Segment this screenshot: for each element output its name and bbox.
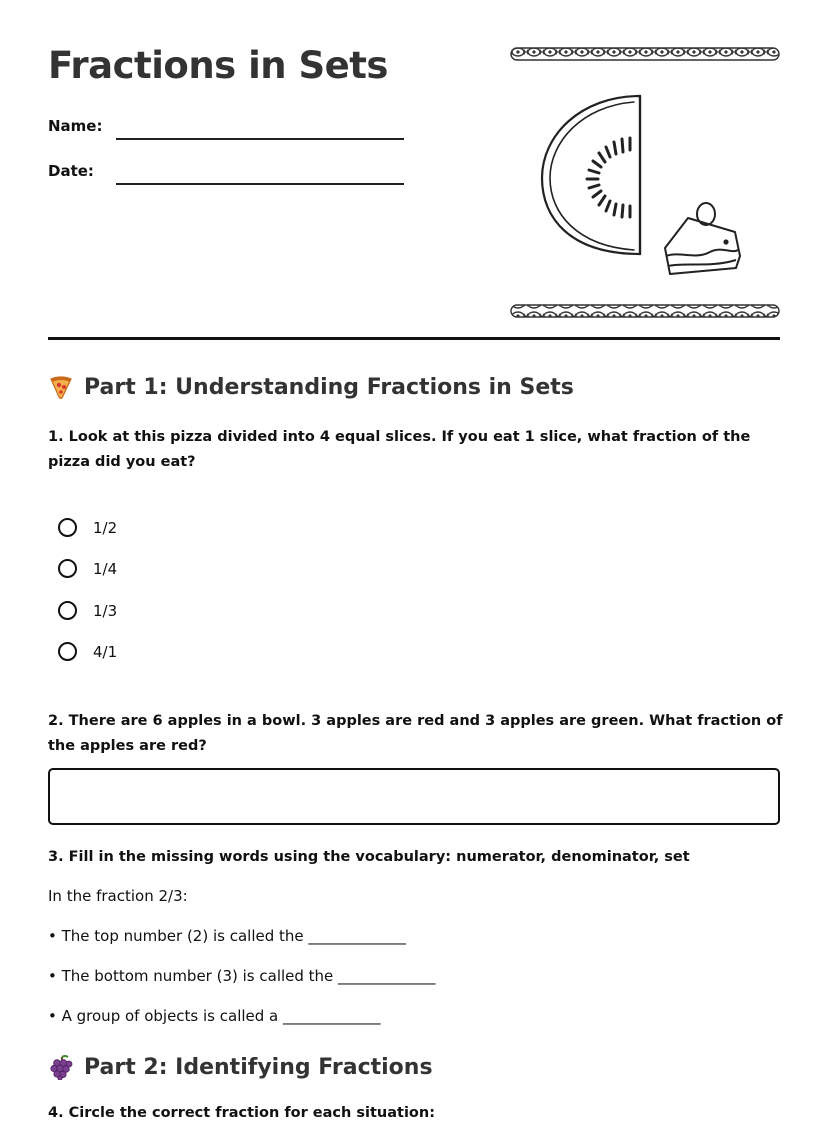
q1-option-2-radio[interactable] (58, 559, 77, 578)
q2-answer-box[interactable] (48, 768, 780, 825)
question-1-text: 1. Look at this pizza divided into 4 equal slices. If you eat 1 slice, what fraction of the pizza did you eat? (48, 429, 751, 470)
grapes-icon (48, 1054, 74, 1080)
name-field[interactable] (116, 138, 404, 140)
question-3-text: 3. Fill in the missing words using the vocabulary: numerator, denominator, set (48, 849, 690, 865)
question-4-text: 4. Circle the correct fraction for each situation: (48, 1105, 436, 1121)
cake-slice-icon (665, 203, 740, 274)
q3-intro: In the fraction 2/3: (48, 887, 188, 905)
q1-option-3-radio[interactable] (58, 601, 77, 620)
q1-option-4[interactable] (58, 642, 117, 661)
fruit-illustration (510, 46, 780, 320)
pizza-slice-icon (48, 374, 74, 400)
question-2-text: 2. There are 6 apples in a bowl. 3 apples are red and 3 apples are green. What fraction of the apples are red? (48, 713, 783, 754)
worksheet-title: Fractions in Sets (48, 44, 388, 87)
kiwi-half-icon (542, 96, 640, 254)
q1-option-1[interactable] (58, 518, 117, 537)
part2-heading-text: Part 2: Identifying Fractions (84, 1054, 433, 1080)
part1-heading-text: Part 1: Understanding Fractions in Sets (84, 374, 574, 400)
q3-line-denominator[interactable]: • The bottom number (3) is called the _____________ (48, 967, 436, 985)
q1-option-3[interactable] (58, 601, 117, 620)
name-label: Name: (48, 117, 103, 135)
q3-line-set[interactable]: • A group of objects is called a _____________ (48, 1007, 381, 1025)
q1-option-3-label: 1/3 (93, 601, 118, 620)
q1-option-2[interactable] (58, 559, 117, 578)
header-divider (48, 337, 780, 340)
q1-option-1-label: 1/2 (93, 518, 118, 537)
q1-option-4-label: 4/1 (93, 642, 118, 661)
q1-option-2-label: 1/4 (93, 559, 118, 578)
top-border-icon (511, 48, 779, 60)
date-label: Date: (48, 162, 94, 180)
q1-option-4-radio[interactable] (58, 642, 77, 661)
part1-heading (48, 374, 574, 400)
date-field[interactable] (116, 183, 404, 185)
q1-option-1-radio[interactable] (58, 518, 77, 537)
part2-heading (48, 1054, 433, 1080)
q3-line-numerator[interactable]: • The top number (2) is called the _____________ (48, 927, 406, 945)
bottom-border-icon (511, 305, 779, 317)
